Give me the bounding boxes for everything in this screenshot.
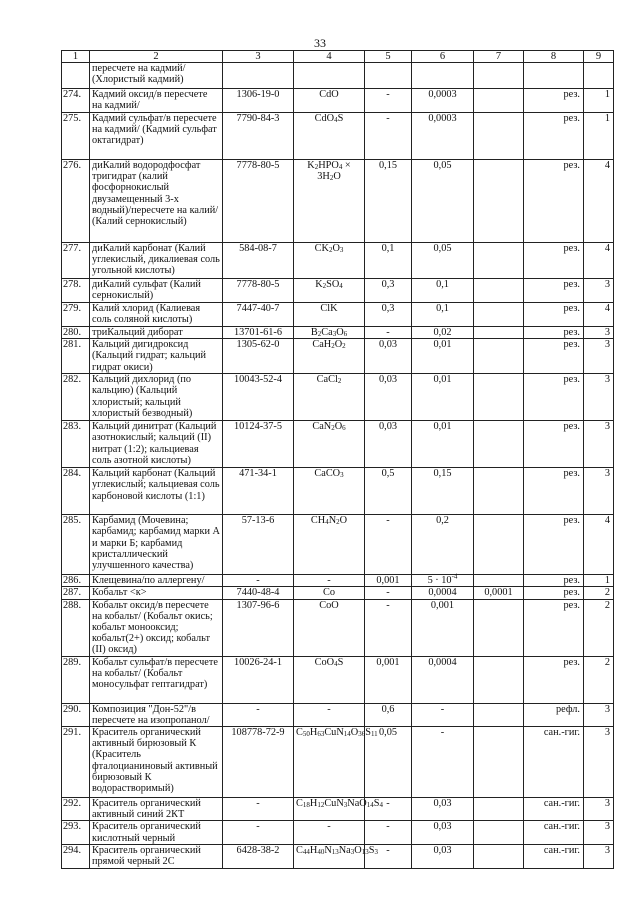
cell-formula: $C_{18}H_{12}CuN_3NaO_{14}S_4$ (294, 798, 365, 821)
table-row (62, 656, 614, 703)
cell-cas: 584-08-7 (223, 243, 294, 279)
cell-c6: 0,0004 (412, 587, 474, 599)
cell-name: Калий хлорид (Калиевая соль соляной кислоты) (90, 303, 223, 327)
cell-n (62, 63, 90, 89)
cell-c5: 0,6 (365, 703, 412, 726)
cell-n: 293. (62, 821, 90, 844)
cell-c9: 4 (584, 160, 614, 243)
cell-n: 280. (62, 327, 90, 339)
table-row (62, 339, 614, 374)
cell-name: Кальций карбонат (Кальций углекислый; кальциевая соль карбоновой кислоты (1:1) (90, 468, 223, 515)
table-row (62, 844, 614, 868)
cell-name: диКалий водородфосфат тригидрат (калий фосфорнокислый двузамещенный 3-х водный)/пересчете на калий/ (Калий сернокислый) (90, 160, 223, 243)
cell-c5 (365, 63, 412, 89)
cell-name: диКалий сульфат (Калий сернокислый) (90, 279, 223, 303)
cell-formula (294, 63, 365, 89)
cell-c6: 0,1 (412, 279, 474, 303)
header-cell: 3 (223, 51, 294, 63)
cell-c9: 2 (584, 656, 614, 703)
cell-c7 (474, 599, 524, 656)
cell-c5: 0,3 (365, 303, 412, 327)
cell-name: Краситель органический кислотный черный (90, 821, 223, 844)
cell-c5: 0,001 (365, 575, 412, 587)
cell-cas: 7778-80-5 (223, 279, 294, 303)
cell-c7 (474, 303, 524, 327)
cell-n: 288. (62, 599, 90, 656)
cell-c7 (474, 515, 524, 575)
cell-cas: 1306-19-0 (223, 89, 294, 113)
header-cell: 7 (474, 51, 524, 63)
cell-formula: Co (294, 587, 365, 599)
table-row (62, 113, 614, 160)
cell-c5: 0,03 (365, 339, 412, 374)
cell-formula: CaCO$_3$ (294, 468, 365, 515)
cell-c6: - (412, 727, 474, 798)
cell-formula: $K_2SO_4$ (294, 279, 365, 303)
cell-c6 (412, 63, 474, 89)
cell-c7 (474, 243, 524, 279)
cell-c6: 0,2 (412, 515, 474, 575)
cell-c8: рез. (524, 243, 584, 279)
cell-c7 (474, 374, 524, 421)
cell-name: пересчете на кадмий/ (Хлористый кадмий) (90, 63, 223, 89)
cell-c8: рез. (524, 515, 584, 575)
cell-formula: - (294, 821, 365, 844)
cell-c6: 0,05 (412, 243, 474, 279)
cell-formula: - (294, 575, 365, 587)
cell-n: 277. (62, 243, 90, 279)
table-row (62, 327, 614, 339)
cell-c6: 0,0004 (412, 656, 474, 703)
cell-n: 287. (62, 587, 90, 599)
cell-c5: - (365, 599, 412, 656)
cell-c8: сан.-гиг. (524, 727, 584, 798)
cell-c7 (474, 656, 524, 703)
cell-c5: 0,03 (365, 374, 412, 421)
cell-c5: - (365, 798, 412, 821)
cell-name: Краситель органический активный бирюзовый К (Краситель фталоцианиновый активный бирюзовый К водорастворимый) (90, 727, 223, 798)
cell-c6: 0,03 (412, 821, 474, 844)
cell-c6: 0,01 (412, 421, 474, 468)
cell-c5: - (365, 821, 412, 844)
cell-name: Кадмий сульфат/в пересчете на кадмий/ (Кадмий сульфат октагидрат) (90, 113, 223, 160)
cell-cas: 471-34-1 (223, 468, 294, 515)
cell-cas: 10124-37-5 (223, 421, 294, 468)
cell-c5: - (365, 844, 412, 868)
cell-formula: CoO (294, 599, 365, 656)
table-row (62, 703, 614, 726)
table-row (62, 587, 614, 599)
cell-n: 285. (62, 515, 90, 575)
cell-c8: рез. (524, 656, 584, 703)
cell-c8: рез. (524, 160, 584, 243)
header-cell: 4 (294, 51, 365, 63)
cell-c9: 3 (584, 821, 614, 844)
cell-c8: сан.-гиг. (524, 798, 584, 821)
cell-c7 (474, 89, 524, 113)
cell-c5: 0,3 (365, 279, 412, 303)
cell-cas: 57-13-6 (223, 515, 294, 575)
cell-n: 284. (62, 468, 90, 515)
cell-c8 (524, 63, 584, 89)
cell-n: 281. (62, 339, 90, 374)
cell-cas: 108778-72-9 (223, 727, 294, 798)
cell-c7 (474, 703, 524, 726)
cell-name: диКалий карбонат (Калий углекислый, дикалиевая соль угольной кислоты) (90, 243, 223, 279)
cell-c7 (474, 798, 524, 821)
header-cell: 5 (365, 51, 412, 63)
table-row (62, 279, 614, 303)
cell-c6: - (412, 703, 474, 726)
cell-c9: 2 (584, 587, 614, 599)
substances-table (61, 50, 614, 869)
cell-c5: - (365, 327, 412, 339)
table-row (62, 468, 614, 515)
cell-c7 (474, 727, 524, 798)
cell-cas: - (223, 703, 294, 726)
cell-c9: 1 (584, 575, 614, 587)
cell-name: Композиция "Дон-52"/в пересчете на изопропанол/ (90, 703, 223, 726)
cell-c8: сан.-гиг. (524, 821, 584, 844)
cell-c7 (474, 821, 524, 844)
cell-c8: рез. (524, 599, 584, 656)
cell-name: Клещевина/по аллергену/ (90, 575, 223, 587)
table-row (62, 727, 614, 798)
cell-c6: $5 \cdot 10^{-4}$ (412, 575, 474, 587)
cell-c9: 3 (584, 374, 614, 421)
cell-cas: - (223, 821, 294, 844)
cell-cas: 10043-52-4 (223, 374, 294, 421)
cell-c7 (474, 113, 524, 160)
cell-name: Кобальт сульфат/в пересчете на кобальт/ (Кобальт моносульфат гептагидрат) (90, 656, 223, 703)
cell-c9: 3 (584, 703, 614, 726)
cell-name: триКальций диборат (90, 327, 223, 339)
cell-c8: сан.-гиг. (524, 844, 584, 868)
cell-c9: 3 (584, 844, 614, 868)
cell-formula: ClK (294, 303, 365, 327)
cell-n: 291. (62, 727, 90, 798)
table-row (62, 515, 614, 575)
cell-c8: рез. (524, 113, 584, 160)
header-cell: 1 (62, 51, 90, 63)
table-row (62, 303, 614, 327)
cell-c9: 3 (584, 798, 614, 821)
cell-formula: $C_{50}H_{63}CuN_{14}O_{36}S_{11}$ (294, 727, 365, 798)
cell-formula: CdO$_4$S (294, 113, 365, 160)
cell-c5: 0,15 (365, 160, 412, 243)
cell-c5: 0,1 (365, 243, 412, 279)
cell-c8: рез. (524, 279, 584, 303)
cell-formula: CaCl$_2$ (294, 374, 365, 421)
cell-c6: 0,03 (412, 798, 474, 821)
cell-c7 (474, 844, 524, 868)
table-row (62, 421, 614, 468)
cell-cas: 10026-24-1 (223, 656, 294, 703)
cell-name: Кадмий оксид/в пересчете на кадмий/ (90, 89, 223, 113)
cell-name: Кобальт оксид/в пересчете на кобальт/ (Кобальт окись; кобальт монооксид; кобальт(2+) оксид; кобальт (II) оксид) (90, 599, 223, 656)
cell-c9: 3 (584, 339, 614, 374)
cell-formula: $CaN_2O_6$ (294, 421, 365, 468)
cell-c7 (474, 160, 524, 243)
cell-formula: CdO (294, 89, 365, 113)
cell-cas: 13701-61-6 (223, 327, 294, 339)
cell-name: Кальций динитрат (Кальций азотнокислый; кальций (II) нитрат (1:2); кальциевая соль азотной кислоты) (90, 421, 223, 468)
cell-c7 (474, 339, 524, 374)
cell-cas: 7447-40-7 (223, 303, 294, 327)
cell-cas: 6428-38-2 (223, 844, 294, 868)
cell-n: 276. (62, 160, 90, 243)
table-row (62, 821, 614, 844)
cell-c9: 1 (584, 113, 614, 160)
cell-c6: 0,001 (412, 599, 474, 656)
header-cell: 6 (412, 51, 474, 63)
cell-formula: - (294, 703, 365, 726)
cell-formula: $B_2Ca_3O_6$ (294, 327, 365, 339)
table-row (62, 243, 614, 279)
cell-c7 (474, 468, 524, 515)
cell-c9: 4 (584, 515, 614, 575)
cell-n: 289. (62, 656, 90, 703)
cell-c7 (474, 327, 524, 339)
cell-name: Краситель органический активный синий 2КТ (90, 798, 223, 821)
cell-c7 (474, 421, 524, 468)
cell-n: 286. (62, 575, 90, 587)
cell-c6: 0,0003 (412, 89, 474, 113)
table-row (62, 798, 614, 821)
cell-formula: $CaH_2O_2$ (294, 339, 365, 374)
cell-c5: 0,5 (365, 468, 412, 515)
cell-n: 274. (62, 89, 90, 113)
cell-c5: 0,03 (365, 421, 412, 468)
cell-c6: 0,0003 (412, 113, 474, 160)
cell-cas: 7778-80-5 (223, 160, 294, 243)
cell-n: 283. (62, 421, 90, 468)
cell-cas: 7790-84-3 (223, 113, 294, 160)
cell-c6: 0,05 (412, 160, 474, 243)
cell-c5: 0,05 (365, 727, 412, 798)
cell-c5: - (365, 515, 412, 575)
cell-n: 279. (62, 303, 90, 327)
cell-c5: - (365, 89, 412, 113)
cell-c5: 0,001 (365, 656, 412, 703)
cell-n: 278. (62, 279, 90, 303)
cell-n: 292. (62, 798, 90, 821)
cell-cas (223, 63, 294, 89)
cell-c6: 0,01 (412, 374, 474, 421)
cell-c9: 3 (584, 468, 614, 515)
header-cell: 8 (524, 51, 584, 63)
cell-c9: 4 (584, 303, 614, 327)
cell-c9 (584, 63, 614, 89)
cell-c6: 0,02 (412, 327, 474, 339)
cell-c8: рез. (524, 587, 584, 599)
cell-c9: 4 (584, 243, 614, 279)
cell-c6: 0,15 (412, 468, 474, 515)
cell-cas: - (223, 798, 294, 821)
cell-name: Карбамид (Мочевина; карбамид; карбамид марки А и марки Б; карбамид кристаллический улучшенного качества) (90, 515, 223, 575)
cell-formula: $K_2HPO_4 \times 3H_2O$ (294, 160, 365, 243)
cell-c7 (474, 279, 524, 303)
cell-formula: $CH_4N_2O$ (294, 515, 365, 575)
cell-c9: 3 (584, 421, 614, 468)
cell-name: Кальций дигидроксид (Кальций гидрат; кальций гидрат окиси) (90, 339, 223, 374)
cell-c5: - (365, 113, 412, 160)
table-row (62, 63, 614, 89)
cell-cas: 1305-62-0 (223, 339, 294, 374)
cell-c8: рез. (524, 303, 584, 327)
cell-cas: - (223, 575, 294, 587)
cell-name: Кобальт <к> (90, 587, 223, 599)
cell-c8: рез. (524, 374, 584, 421)
table-row (62, 374, 614, 421)
header-cell: 9 (584, 51, 614, 63)
cell-name: Кальций дихлорид (по кальцию) (Кальций хлористый; кальций хлористый безводный) (90, 374, 223, 421)
cell-n: 275. (62, 113, 90, 160)
cell-formula: CoO$_4$S (294, 656, 365, 703)
cell-c5: - (365, 587, 412, 599)
cell-c6: 0,01 (412, 339, 474, 374)
header-row (62, 51, 614, 63)
cell-c8: рез. (524, 575, 584, 587)
cell-n: 282. (62, 374, 90, 421)
cell-c8: рез. (524, 468, 584, 515)
cell-c7 (474, 575, 524, 587)
cell-c6: 0,03 (412, 844, 474, 868)
cell-c8: рефл. (524, 703, 584, 726)
cell-c7 (474, 63, 524, 89)
header-cell: 2 (90, 51, 223, 63)
cell-c9: 3 (584, 279, 614, 303)
cell-n: 290. (62, 703, 90, 726)
cell-c8: рез. (524, 421, 584, 468)
table-row (62, 599, 614, 656)
cell-cas: 7440-48-4 (223, 587, 294, 599)
cell-c9: 2 (584, 599, 614, 656)
cell-c7: 0,0001 (474, 587, 524, 599)
cell-c8: рез. (524, 327, 584, 339)
cell-name: Краситель органический прямой черный 2С (90, 844, 223, 868)
cell-c9: 3 (584, 727, 614, 798)
cell-cas: 1307-96-6 (223, 599, 294, 656)
cell-c6: 0,1 (412, 303, 474, 327)
cell-n: 294. (62, 844, 90, 868)
page-number: 33 (314, 36, 326, 50)
table-row (62, 89, 614, 113)
cell-formula: $CK_2O_3$ (294, 243, 365, 279)
cell-c8: рез. (524, 339, 584, 374)
cell-formula: $C_{44}H_{40}N_{13}Na_3O_{13}S_3$ (294, 844, 365, 868)
cell-c9: 1 (584, 89, 614, 113)
table-row (62, 575, 614, 587)
cell-c9: 3 (584, 327, 614, 339)
table-row (62, 160, 614, 243)
cell-c8: рез. (524, 89, 584, 113)
